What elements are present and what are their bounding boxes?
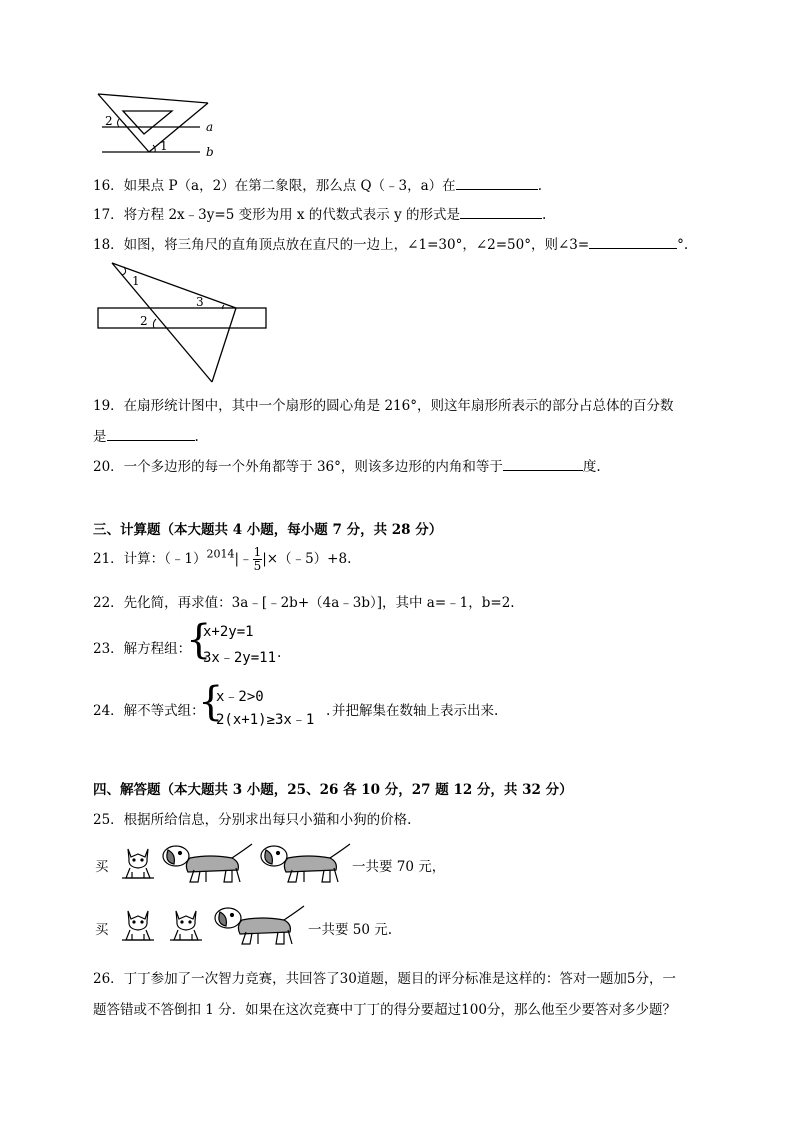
question-24-suffix: 并把解集在数轴上表示出来.: [332, 703, 499, 719]
question-24-eq1: x﹣2>0: [216, 689, 264, 705]
fig15-label-a: a: [206, 120, 214, 134]
q25-row1-total: 一共要 70 元，: [352, 859, 446, 875]
question-21: [93, 546, 351, 573]
question-17-text: 17．将方程 2x﹣3y=5 变形为用 x 的代数式表示 y 的形式是: [93, 207, 460, 223]
answer-blank-20[interactable]: [503, 457, 583, 471]
dog-icon: [212, 902, 308, 948]
figure-q15-triangles: [92, 88, 232, 160]
question-25: 25．根据所给信息，分别求出每只小猫和小狗的价格.: [93, 812, 412, 828]
question-24-eq2: 2(x+1)≥3x﹣1: [216, 712, 315, 728]
question-26-line1: 26．丁丁参加了一次智力竞赛，共回答了30道题，题目的评分标准是这样的：答对一题加5分，一: [93, 971, 676, 987]
cat-icon: [118, 843, 158, 883]
dog-icon: [258, 840, 354, 886]
question-22: 22．先化简，再求值：3a﹣[﹣2b+（4a﹣3b）]，其中 a=﹣1，b=2.: [93, 595, 515, 611]
cat-icon: [118, 905, 158, 945]
question-24-brace: {: [198, 679, 224, 725]
question-24-dot: .: [326, 703, 331, 719]
fig18-label-2: 2: [140, 314, 148, 328]
question-23-brace: {: [186, 617, 212, 663]
fig18-label-3: 3: [196, 295, 204, 309]
question-24-prefix: 24．解不等式组：: [93, 703, 205, 719]
question-21-suffix: |×（﹣5）+8.: [262, 551, 352, 567]
fraction-numerator: 1: [253, 545, 262, 559]
dog-icon: [160, 840, 256, 886]
question-23-prefix: 23．解方程组：: [93, 641, 192, 657]
q25-row2-buy: 买: [95, 922, 109, 938]
question-21-exponent: 2014: [206, 547, 235, 561]
figure-q18-ruler-triangle: [94, 259, 270, 385]
question-26-line2: 题答错或不答倒扣 1 分．如果在这次竞赛中丁丁的得分要超过100分，那么他至少要答对多少题？: [93, 1002, 676, 1018]
question-18-text: 18．如图，将三角尺的直角顶点放在直尺的一边上，∠1=30°，∠2=50°，则∠3=: [93, 237, 590, 253]
question-19-end: .: [194, 429, 199, 445]
fig18-label-1: 1: [132, 274, 140, 288]
question-21-mid: |﹣: [234, 551, 253, 567]
question-19-line2: [93, 425, 199, 445]
fraction-denominator: 5: [253, 559, 262, 573]
section-4-title: 四、解答题（本大题共 3 小题，25、26 各 10 分，27 题 12 分，共 32 分）: [93, 782, 573, 798]
section-3-title: 三、计算题（本大题共 4 小题，每小题 7 分，共 28 分）: [93, 522, 443, 538]
q25-row1-buy: 买: [95, 859, 109, 875]
question-20-text: 20．一个多边形的每一个外角都等于 36°，则该多边形的内角和等于: [93, 459, 503, 475]
question-23-eq2: 3x﹣2y=11: [203, 650, 277, 666]
question-23-dot: .: [277, 645, 282, 661]
question-20: [93, 455, 601, 475]
question-16-text: 16．如果点 P（a，2）在第二象限，那么点 Q（﹣3，a）在: [93, 178, 456, 194]
question-18-end: °.: [677, 237, 689, 253]
question-20-end: 度.: [582, 459, 601, 475]
fig15-label-b: b: [206, 145, 214, 159]
fig15-label-2: 2: [105, 114, 113, 128]
question-23-eq1: x+2y=1: [203, 624, 254, 640]
question-18: [93, 233, 688, 253]
question-17: [93, 203, 546, 223]
answer-blank-16[interactable]: [456, 176, 538, 190]
question-19-line2-start: 是: [93, 429, 107, 445]
question-21-fraction: [253, 546, 263, 573]
answer-blank-17[interactable]: [460, 205, 542, 219]
question-19-line1: 19．在扇形统计图中，其中一个扇形的圆心角是 216°，则这年扇形所表示的部分占总体的百分数: [93, 398, 674, 414]
question-21-prefix: 21．计算：（﹣1）: [93, 551, 207, 567]
answer-blank-18[interactable]: [589, 235, 677, 249]
question-17-end: .: [542, 207, 547, 223]
q25-row2-total: 一共要 50 元.: [308, 922, 393, 938]
question-16-end: .: [537, 178, 542, 194]
cat-icon: [166, 905, 206, 945]
fig15-label-1: 1: [160, 139, 168, 153]
question-16: [93, 174, 542, 194]
answer-blank-19[interactable]: [107, 427, 195, 441]
